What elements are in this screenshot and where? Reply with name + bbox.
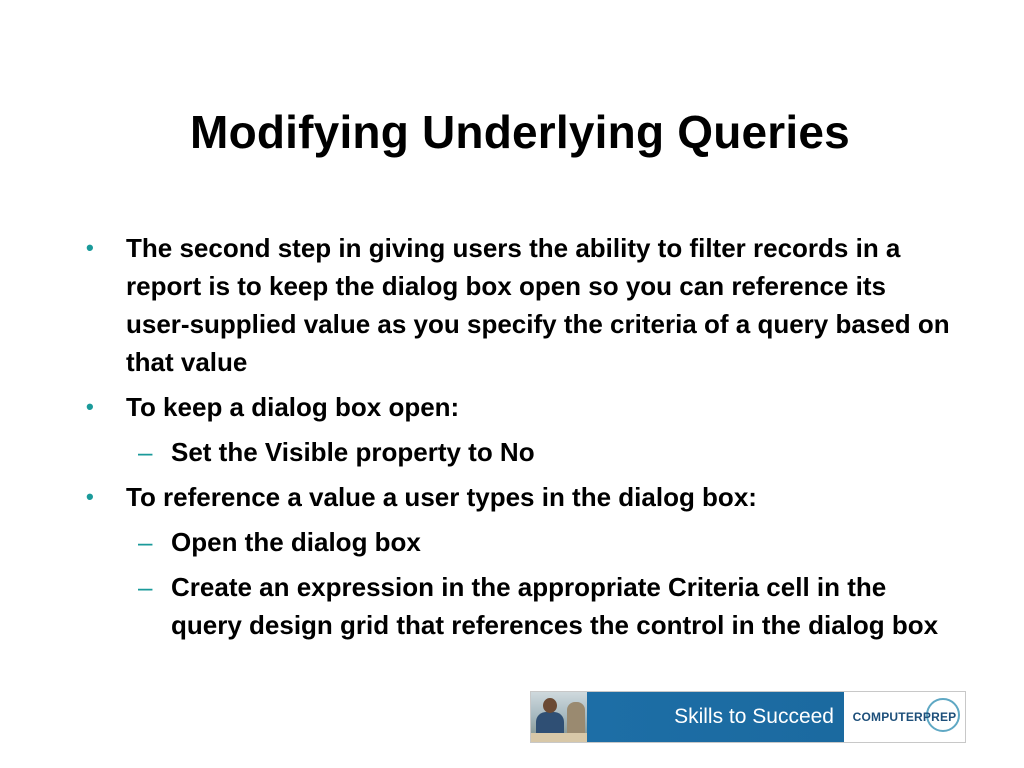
computerprep-logo xyxy=(844,692,965,742)
bullet-text: To keep a dialog box open: xyxy=(126,392,460,422)
sub-bullet-list xyxy=(126,433,956,471)
bullet-marker: • xyxy=(86,394,94,419)
bullet-marker: • xyxy=(86,235,94,260)
slide-title: Modifying Underlying Queries xyxy=(190,106,850,158)
banner-photo xyxy=(531,692,587,742)
banner-tagline: Skills to Succeed xyxy=(674,705,834,728)
sub-bullet-marker: – xyxy=(138,572,153,602)
sub-bullet-marker: – xyxy=(138,527,153,557)
logo-text: COMPUTERPREP xyxy=(852,710,957,724)
sub-bullet-marker: – xyxy=(138,437,153,467)
bullet-text: To reference a value a user types in the dialog box: xyxy=(126,482,757,512)
sub-bullet-text: Open the dialog box xyxy=(171,527,421,557)
photo-desk xyxy=(531,733,587,742)
banner-tagline-area xyxy=(587,692,844,742)
sub-bullet-item xyxy=(138,433,956,471)
bullet-text: The second step in giving users the ability to filter records in a report is to keep the dialog box open so you can reference its user-supplied value as you specify the criteria of a query based on that value xyxy=(126,233,950,377)
sub-bullet-item xyxy=(138,523,956,561)
sub-bullet-text: Set the Visible property to No xyxy=(171,437,535,467)
sub-bullet-text: Create an expression in the appropriate Criteria cell in the query design grid that references the control in the dialog box xyxy=(171,572,939,640)
logo-wrap xyxy=(853,710,957,724)
bullet-item xyxy=(86,388,956,471)
footer-banner xyxy=(530,691,966,743)
bullet-list xyxy=(86,229,956,651)
sub-bullet-list xyxy=(126,523,956,644)
bullet-marker: • xyxy=(86,484,94,509)
bullet-item xyxy=(86,478,956,644)
sub-bullet-item xyxy=(138,568,956,644)
bullet-item xyxy=(86,229,956,381)
photo-person-head xyxy=(543,698,557,713)
